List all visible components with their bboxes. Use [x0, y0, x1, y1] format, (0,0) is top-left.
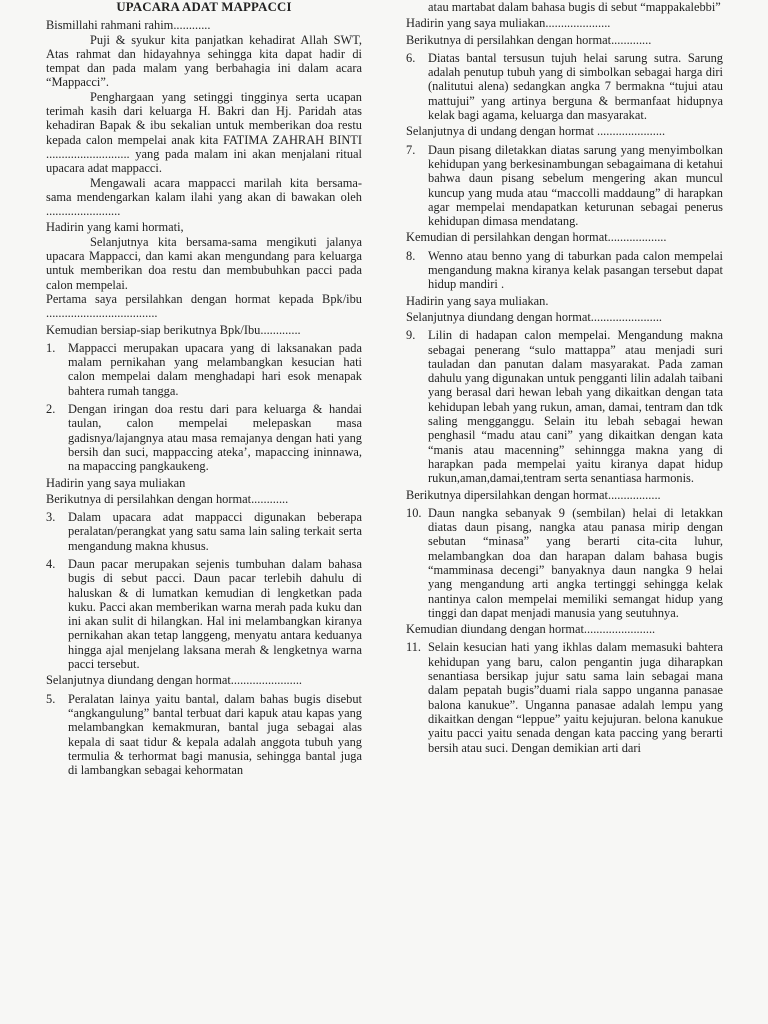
item-number: 9. — [406, 328, 416, 343]
greeting-line: Hadirin yang kami hormati, — [46, 220, 184, 235]
item-text: Wenno atau benno yang di taburkan pada calon mempelai mengandung makna kiranya kelak pasangan tersebut dapat hidup mandiri . — [428, 248, 723, 292]
item-text: Mappacci merupakan upacara yang di laksanakan pada malam pernikahan yang melambangkan kesucian hati calon mempelai dalam menghadapi hari esok menapak bahtera rumah tangga. — [68, 340, 362, 398]
item-number: 2. — [46, 402, 56, 417]
list-item — [406, 640, 723, 754]
item-text: Diatas bantal tersusun tujuh helai sarung sutra. Sarung adalah penutup tubuh yang di simbolkan sebagai harga diri (nalitutui alena) sedangkan angka 7 bermakna “tujui atau mattujui” yang artinya berguna & bermanfaat hidupnya kelak bagi agama, keluarga dan masyarakat. — [428, 50, 723, 123]
paragraph: Pertama saya persilahkan dengan hormat kepada Bpk/ibu .................................... — [46, 291, 362, 321]
document-title: UPACARA ADAT MAPPACCI — [116, 0, 292, 14]
right-column — [406, 0, 723, 755]
announcement-line: Kemudian di persilahkan dengan hormat................... — [406, 230, 667, 245]
item-text: Lilin di hadapan calon mempelai. Mengandung makna sebagai penerang “sulo mattappa” atau menjadi suri tauladan dan panutan dalam masyarakat. Pada zaman dahulu yang digunakan untuk pengganti lilin adalah taibani yang berasal dari hewan lebah yang dikaitkan dengan tata kehidupan lebah yang rukun, aman, damai, tentram dan tdk saling mengganggu. Selain itu lebah sebagai hewan penghasil “madu atau cani” yang dikaitkan dengan kata “manis atau macenning” sehinngga makna yang di harapkan pada mempelai yaitu kiranya dapat hidup rukun,aman,damai,tentram serta senantiasa harmonis. — [428, 328, 723, 486]
announcement-line: Hadirin yang saya muliakan. — [406, 293, 549, 308]
item-number: 4. — [46, 556, 56, 571]
item-number: 11. — [406, 640, 422, 655]
list-item — [46, 557, 362, 671]
list-item — [46, 341, 362, 398]
paragraph: Puji & syukur kita panjatkan kehadirat Allah SWT, Atas rahmat dan hidayahnya sehingga kita dapat hadir di tempat dan pada malam yang berbahagia ini dalam acara “Mappacci”. — [46, 32, 362, 90]
item-text: Daun nangka sebanyak 9 (sembilan) helai di letakkan diatas daun pisang, nangka atau panasa mirip dengan sebutan “minasa” yang berarti cita-cita luhur, melambangkan doa dan harapan dalam bahasa bugis “mamminasa decengi” banyaknya daun nangka 9 helai yang mengandung arti angka tertinggi sehingga kelak nantinya calon mempelai memiliki semangat hidup yang tinggi dan dapat menjadi manusia yang seutuhnya. — [428, 505, 723, 620]
item-text: Peralatan lainya yaitu bantal, dalam bahas bugis disebut “angkangulung” bantal terbuat dari kapuk atau kapas yang melambangkan kemakmuran, bantal juga sebagai alas kepala di saat tidur & kepala adalah anggota tubuh yang termulia & terhormat bagi manusia, sehingga bantal juga di lambangkan sebagai kehormatan — [68, 691, 362, 778]
announcement-line: Hadirin yang saya muliakan..................... — [406, 16, 611, 31]
item-text: Daun pisang diletakkan diatas sarung yang menyimbolkan kehidupan yang berkesinambungan sebagaimana di ketahui bahwa daun pisang sebelum mengering akan muncul kuncup yang muda atau “maccolli maddaung” di harapkan agar mempelai mendapatkan keturunan sebagai penerus kehidupan dimasa mendatang. — [428, 142, 723, 229]
list-item — [46, 402, 362, 473]
item-text: Daun pacar merupakan sejenis tumbuhan dalam bahasa bugis di sebut pacci. Daun pacar terlebih dahulu di haluskan & di lumatkan kemudian di lengketkan pada kuku. Pacci akan memberikan warna merah pada kuku dan ini akan sulit di hilangkan. Hal ini melambangkan kiranya pernikahan akan tetap langgeng, menyatu antara keduanya hingga ajal menjelang laksana merah & lengketnya warna pacci tersebut. — [68, 556, 362, 672]
item-number: 8. — [406, 248, 416, 263]
item-text: Dalam upacara adat mappacci digunakan beberapa peralatan/perangkat yang satu sama lain saling terkait serta mengandung makna khusus. — [68, 510, 362, 553]
announcement-line: Selanjutnya diundang dengan hormat....................... — [406, 309, 663, 324]
paragraph: Mengawali acara mappacci marilah kita bersama-sama mendengarkan kalam ilahi yang akan di bawakan oleh ........................ — [46, 175, 362, 219]
list-item — [406, 506, 723, 620]
item-text: Dengan iringan doa restu dari para keluarga & handai taulan, calon mempelai melepaskan masa gadisnya/lajangnya atau masa remajanya dengan hati yang bersih dan suci, mappaccing ateka’, mapaccing ininnawa, na mapaccing pangkaukeng. — [68, 402, 362, 474]
list-item — [46, 510, 362, 553]
item-text: Selain kesucian hati yang ikhlas dalam memasuki bahtera kehidupan yang baru, calon pengantin juga diharapkan senantiasa bersikap jujur satu sama lain sebagai mana dalam pepatah bugis”duami riala sappo unganna panasae balona kanukue”. Unganna panasae adalah lempu yang dikaitkan dengan “leppue” yaitu kejujuran. belona kanukue yaitu pacci yaitu senada dengan kata paccing yang berarti bersih atau suci. Dengan demikian arti dari — [428, 640, 723, 755]
paragraph: Selanjutnya kita bersama-sama mengikuti jalanya upacara Mappacci, dan kami akan mengundang para keluarga untuk memberikan doa restu dan membubuhkan pacci pada calon mempelai. — [46, 234, 362, 292]
item-number: 5. — [46, 691, 56, 706]
list-item — [46, 692, 362, 778]
announcement-line: Hadirin yang saya muliakan — [46, 475, 186, 490]
list-item — [406, 328, 723, 485]
item-number: 7. — [406, 142, 416, 157]
announcement-line: Berikutnya dipersilahkan dengan hormat................. — [406, 487, 661, 502]
announcement-line: Selanjutnya diundang dengan hormat....................... — [46, 673, 303, 688]
continuation-text: atau martabat dalam bahasa bugis di sebut “mappakalebbi” — [428, 0, 721, 14]
list-item — [406, 249, 723, 292]
left-column — [46, 0, 362, 777]
list-item — [406, 143, 723, 229]
announcement-line: Kemudian diundang dengan hormat....................... — [406, 622, 656, 637]
announcement-line: Berikutnya di persilahkan dengan hormat............ — [46, 491, 289, 506]
item-number: 1. — [46, 340, 56, 355]
item-number: 10. — [406, 505, 422, 520]
opening-line: Bismillahi rahmani rahim............ — [46, 18, 211, 33]
list-item — [406, 51, 723, 122]
announcement-line: Selanjutnya di undang dengan hormat ...................... — [406, 124, 666, 139]
item-number: 6. — [406, 50, 416, 65]
paragraph: Penghargaan yang setinggi tingginya serta ucapan terimah kasih dari keluarga H. Bakri dan Hj. Paridah atas kehadiran Bapak & ibu sekalian untuk memberikan doa restu kepada calon mempelai anak kita FATIMA ZAHRAH BINTI ........................... yang pada malam ini akan menjalani ritual upacara adat mappacci. — [46, 89, 362, 176]
item-number: 3. — [46, 510, 56, 525]
announcement-line: Berikutnya di persilahkan dengan hormat............. — [406, 32, 652, 47]
paragraph: Kemudian bersiap-siap berikutnya Bpk/Ibu............. — [46, 322, 301, 337]
